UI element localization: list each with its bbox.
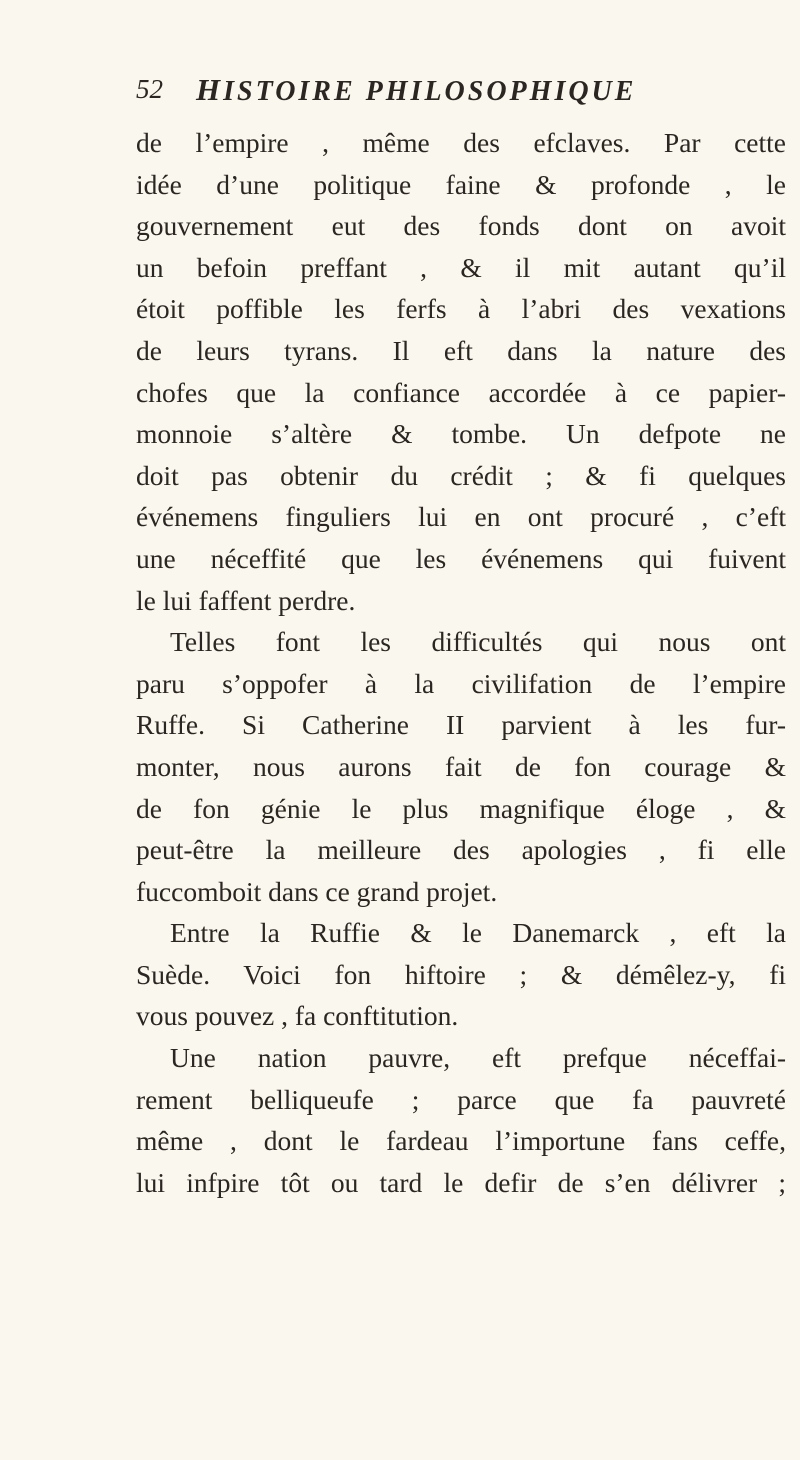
text-line: paru s’oppofer à la civilifation de l’empire	[136, 667, 786, 699]
running-title-rest: ISTOIRE PHILOSOPHIQUE	[223, 76, 637, 107]
text-line: étoit poffible les ferfs à l’abri des vexations	[136, 293, 786, 325]
text-line: de leurs tyrans. Il eft dans la nature des	[136, 334, 786, 366]
text-line: monnoie s’altère & tombe. Un defpote ne	[136, 418, 786, 450]
text-line: idée d’une politique faine & profonde , le	[136, 168, 786, 200]
text-line: chofes que la confiance accordée à ce papier-	[136, 376, 786, 408]
text-line: lui infpire tôt ou tard le defir de s’en délivrer ;	[136, 1166, 786, 1198]
running-title-initial: H	[196, 72, 224, 107]
text-line: Suède. Voici fon hiftoire ; & démêlez-y, fi	[136, 958, 786, 990]
text-line: gouvernement eut des fonds dont on avoit	[136, 210, 786, 242]
text-line: de l’empire , même des efclaves. Par cette	[136, 127, 786, 158]
text-line: de fon génie le plus magnifique éloge , &	[136, 792, 786, 824]
body-text	[136, 122, 786, 1203]
text-line: le lui faffent perdre.	[136, 584, 356, 616]
text-line: doit pas obtenir du crédit ; & fi quelques	[136, 459, 786, 491]
page-number: 52	[136, 74, 163, 104]
paragraph-start-line: Telles font les difficultés qui nous ont	[170, 626, 786, 658]
text-line: Ruffe. Si Catherine II parvient à les fur-	[136, 709, 786, 741]
paragraph-start-line: Entre la Ruffie & le Danemarck , eft la	[170, 917, 786, 949]
text-line: rement belliqueufe ; parce que fa pauvreté	[136, 1083, 786, 1115]
running-title	[196, 72, 636, 108]
text-line: une néceffité que les événemens qui fuivent	[136, 542, 786, 574]
text-line: un befoin preffant , & il mit autant qu’il	[136, 251, 786, 283]
text-line: événemens finguliers lui en ont procuré , c’eft	[136, 501, 786, 533]
text-line: même , dont le fardeau l’importune fans ceffe,	[136, 1125, 786, 1157]
text-line: monter, nous aurons fait de fon courage &	[136, 750, 786, 782]
paragraph-start-line: Une nation pauvre, eft prefque néceffai-	[170, 1042, 786, 1074]
text-line: peut-être la meilleure des apologies , fi elle	[136, 834, 786, 866]
text-line: fuccomboit dans ce grand projet.	[136, 875, 498, 907]
page-header	[136, 72, 736, 116]
text-line: vous pouvez , fa conftitution.	[136, 1000, 459, 1032]
